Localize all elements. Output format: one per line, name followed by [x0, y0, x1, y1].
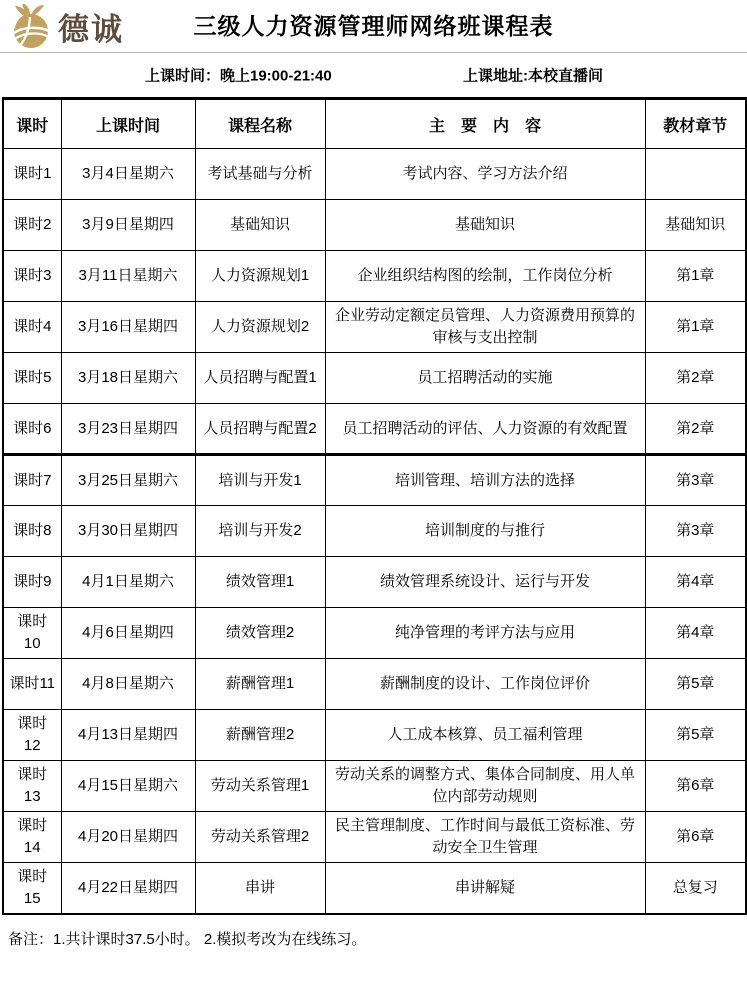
table-row: [3, 353, 746, 404]
cell-date: 4月22日星期四: [61, 863, 195, 914]
cell-content: 员工招聘活动的实施: [325, 353, 645, 404]
table-row: [3, 506, 746, 557]
cell-date: 3月30日星期四: [61, 506, 195, 557]
cell-content: 纯净管理的考评方法与应用: [325, 608, 645, 659]
cell-chapter: 基础知识: [645, 200, 746, 251]
cell-chapter: 第2章: [645, 404, 746, 455]
logo-wordmark: 德诚: [58, 12, 124, 47]
cell-date: 3月11日星期六: [61, 251, 195, 302]
cell-chapter: 第3章: [645, 455, 746, 506]
col-header-content: 主 要 内 容: [325, 99, 645, 149]
cell-course: 人力资源规划1: [195, 251, 325, 302]
cell-chapter: 第2章: [645, 353, 746, 404]
cell-content: 绩效管理系统设计、运行与开发: [325, 557, 645, 608]
cell-content: 基础知识: [325, 200, 645, 251]
header-band: [0, 0, 747, 53]
cell-chapter: 第6章: [645, 812, 746, 863]
table-row: [3, 863, 746, 914]
cell-content: 民主管理制度、工作时间与最低工资标准、劳动安全卫生管理: [325, 812, 645, 863]
table-row: [3, 302, 746, 353]
cell-date: 4月15日星期六: [61, 761, 195, 812]
cell-session: 课时14: [3, 812, 61, 863]
cell-content: 薪酬制度的设计、工作岗位评价: [325, 659, 645, 710]
cell-date: 4月13日星期四: [61, 710, 195, 761]
cell-session: 课时11: [3, 659, 61, 710]
cell-course: 串讲: [195, 863, 325, 914]
cell-course: 绩效管理2: [195, 608, 325, 659]
cell-course: 基础知识: [195, 200, 325, 251]
cell-chapter: 第1章: [645, 251, 746, 302]
cell-session: 课时12: [3, 710, 61, 761]
schedule-table-body: [3, 149, 746, 914]
cell-session: 课时2: [3, 200, 61, 251]
table-row: [3, 200, 746, 251]
logo: [8, 4, 124, 55]
cell-date: 3月9日星期四: [61, 200, 195, 251]
cell-chapter: 第5章: [645, 710, 746, 761]
cell-session: 课时15: [3, 863, 61, 914]
cell-course: 劳动关系管理2: [195, 812, 325, 863]
cell-course: 人力资源规划2: [195, 302, 325, 353]
col-header-session: 课时: [3, 99, 61, 149]
cell-date: 3月16日星期四: [61, 302, 195, 353]
table-row: [3, 455, 746, 506]
cell-session: 课时8: [3, 506, 61, 557]
cell-content: 考试内容、学习方法介绍: [325, 149, 645, 200]
cell-course: 考试基础与分析: [195, 149, 325, 200]
cell-date: 4月6日星期四: [61, 608, 195, 659]
col-header-date: 上课时间: [61, 99, 195, 149]
cell-course: 培训与开发1: [195, 455, 325, 506]
cell-session: 课时9: [3, 557, 61, 608]
page-title: 三级人力资源管理师网络班课程表: [193, 13, 554, 39]
cell-chapter: 总复习: [645, 863, 746, 914]
cell-content: 员工招聘活动的评估、人力资源的有效配置: [325, 404, 645, 455]
cell-content: 企业组织结构图的绘制，工作岗位分析: [325, 251, 645, 302]
table-row: [3, 608, 746, 659]
cell-chapter: 第3章: [645, 506, 746, 557]
cell-chapter: 第4章: [645, 557, 746, 608]
cell-date: 3月4日星期六: [61, 149, 195, 200]
cell-session: 课时13: [3, 761, 61, 812]
logo-emblem-icon: [8, 4, 56, 55]
col-header-course: 课程名称: [195, 99, 325, 149]
cell-content: 培训管理、培训方法的选择: [325, 455, 645, 506]
table-row: [3, 761, 746, 812]
cell-date: 4月20日星期四: [61, 812, 195, 863]
table-row: [3, 557, 746, 608]
table-row: [3, 710, 746, 761]
cell-course: 绩效管理1: [195, 557, 325, 608]
class-location-label: 上课地址:本校直播间: [463, 67, 603, 85]
table-row: [3, 659, 746, 710]
schedule-table: [2, 97, 747, 915]
cell-session: 课时3: [3, 251, 61, 302]
table-row: [3, 251, 746, 302]
col-header-chapter: 教材章节: [645, 99, 746, 149]
schedule-table-header: [3, 99, 746, 149]
cell-session: 课时4: [3, 302, 61, 353]
cell-date: 3月23日星期四: [61, 404, 195, 455]
table-row: [3, 812, 746, 863]
cell-content: 劳动关系的调整方式、集体合同制度、用人单位内部劳动规则: [325, 761, 645, 812]
cell-course: 薪酬管理1: [195, 659, 325, 710]
class-time-label: 上课时间：晚上19:00-21:40: [145, 67, 332, 85]
cell-session: 课时5: [3, 353, 61, 404]
cell-date: 3月25日星期六: [61, 455, 195, 506]
info-band: [0, 53, 747, 97]
cell-content: 培训制度的与推行: [325, 506, 645, 557]
table-row: [3, 404, 746, 455]
cell-course: 人员招聘与配置2: [195, 404, 325, 455]
cell-chapter: 第1章: [645, 302, 746, 353]
cell-session: 课时1: [3, 149, 61, 200]
cell-content: 企业劳动定额定员管理、人力资源费用预算的审核与支出控制: [325, 302, 645, 353]
cell-course: 培训与开发2: [195, 506, 325, 557]
cell-session: 课时6: [3, 404, 61, 455]
cell-session: 课时7: [3, 455, 61, 506]
table-row: [3, 149, 746, 200]
footer-note: 备注：1.共计课时37.5小时。 2.模拟考改为在线练习。: [8, 930, 367, 948]
cell-session: 课时10: [3, 608, 61, 659]
cell-course: 劳动关系管理1: [195, 761, 325, 812]
cell-content: 串讲解疑: [325, 863, 645, 914]
cell-content: 人工成本核算、员工福利管理: [325, 710, 645, 761]
cell-chapter: [645, 149, 746, 200]
header-row: [3, 99, 746, 149]
cell-chapter: 第6章: [645, 761, 746, 812]
cell-date: 4月1日星期六: [61, 557, 195, 608]
cell-course: 人员招聘与配置1: [195, 353, 325, 404]
cell-chapter: 第4章: [645, 608, 746, 659]
cell-course: 薪酬管理2: [195, 710, 325, 761]
cell-date: 3月18日星期六: [61, 353, 195, 404]
cell-chapter: 第5章: [645, 659, 746, 710]
cell-date: 4月8日星期六: [61, 659, 195, 710]
